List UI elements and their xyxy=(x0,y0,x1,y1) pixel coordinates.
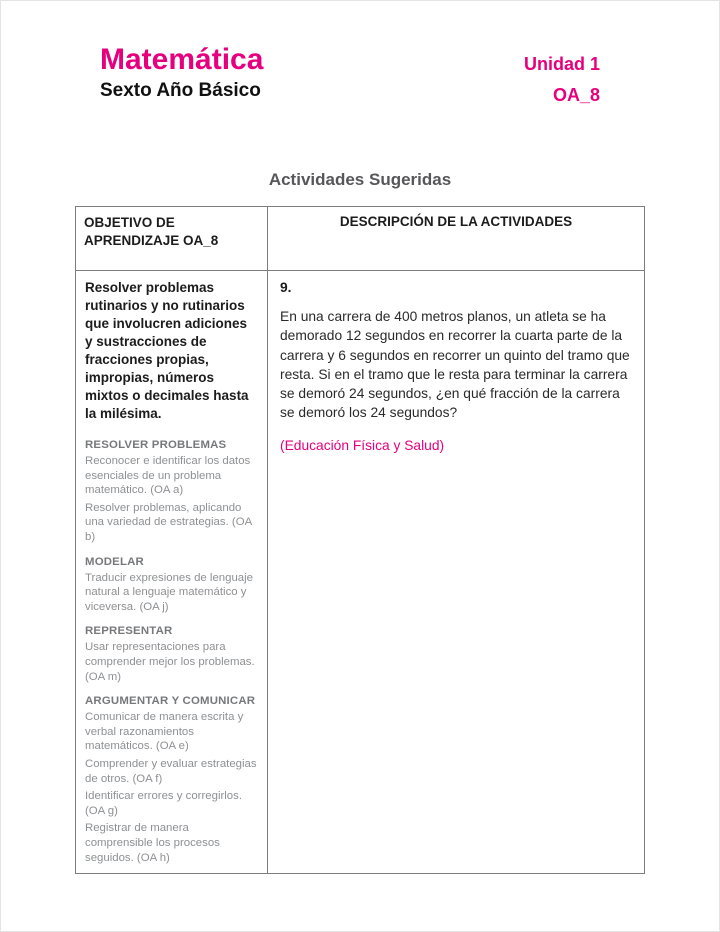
skill-item: Registrar de manera comprensible los procesos seguidos. (OA h) xyxy=(85,822,220,864)
skills-list xyxy=(85,439,258,865)
oa-label: OA_8 xyxy=(552,85,600,105)
skill-item: Comprender y evaluar estrategias de otros. (OA f) xyxy=(85,757,257,785)
skill-item: Resolver problemas, aplicando una variedad de estrategias. (OA b) xyxy=(85,501,252,544)
activities-table xyxy=(75,206,645,874)
skill-heading: MODELAR xyxy=(85,555,144,568)
skill-item: Reconocer e identificar los datos esenciales de un problema matemático. (OA a) xyxy=(85,455,251,497)
skill-heading: RESOLVER PROBLEMAS xyxy=(85,439,227,452)
skill-heading: REPRESENTAR xyxy=(85,625,173,638)
unit-label: Unidad 1 xyxy=(523,54,600,74)
page-title: Actividades Sugeridas xyxy=(268,170,452,189)
document-header xyxy=(0,0,720,106)
header-right xyxy=(524,44,600,106)
objective-column-header: OBJETIVO DE APRENDIZAJE OA_8 xyxy=(76,207,268,271)
activity-subject-tag: (Educación Física y Salud) xyxy=(280,437,445,453)
header-left xyxy=(100,44,263,102)
objective-cell xyxy=(76,271,268,874)
table-row xyxy=(76,271,645,874)
table-header-row xyxy=(76,207,645,271)
description-column-header: DESCRIPCIÓN DE LA ACTIVIDADES xyxy=(268,207,645,271)
activity-text: En una carrera de 400 metros planos, un atleta se ha demorado 12 segundos en recorrer la cuarta parte de la carrera y 6 segundos en recorrer un quinto del tramo que resta. Si en el tramo que le resta para terminar la carrera se demoró 24 segundos, ¿en qué fracción de la carrera se demoró los 24 segundos? xyxy=(280,309,630,420)
grade-subtitle: Sexto Año Básico xyxy=(100,79,261,101)
table-body xyxy=(76,271,645,874)
subject-title: Matemática xyxy=(100,43,264,76)
activity-number: 9. xyxy=(280,280,292,296)
skill-item: Identificar errores y corregirlos. (OA g) xyxy=(85,790,242,817)
skill-item: Comunicar de manera escrita y verbal razonamientos matemáticos. (OA e) xyxy=(85,711,244,753)
skill-item: Traducir expresiones de lenguaje natural a lenguaje matemático y viceversa. (OA j) xyxy=(85,571,254,613)
skill-item: Usar representaciones para comprender mejor los problemas. (OA m) xyxy=(85,641,255,683)
table-header xyxy=(76,207,645,271)
objective-text: Resolver problemas rutinarios y no rutinarios que involucren adiciones y sustracciones de fracciones propias, impropias, números mixtos o decimales hasta la milésima. xyxy=(85,280,249,422)
activity-cell xyxy=(268,271,645,874)
skill-heading: ARGUMENTAR Y COMUNICAR xyxy=(85,695,256,708)
